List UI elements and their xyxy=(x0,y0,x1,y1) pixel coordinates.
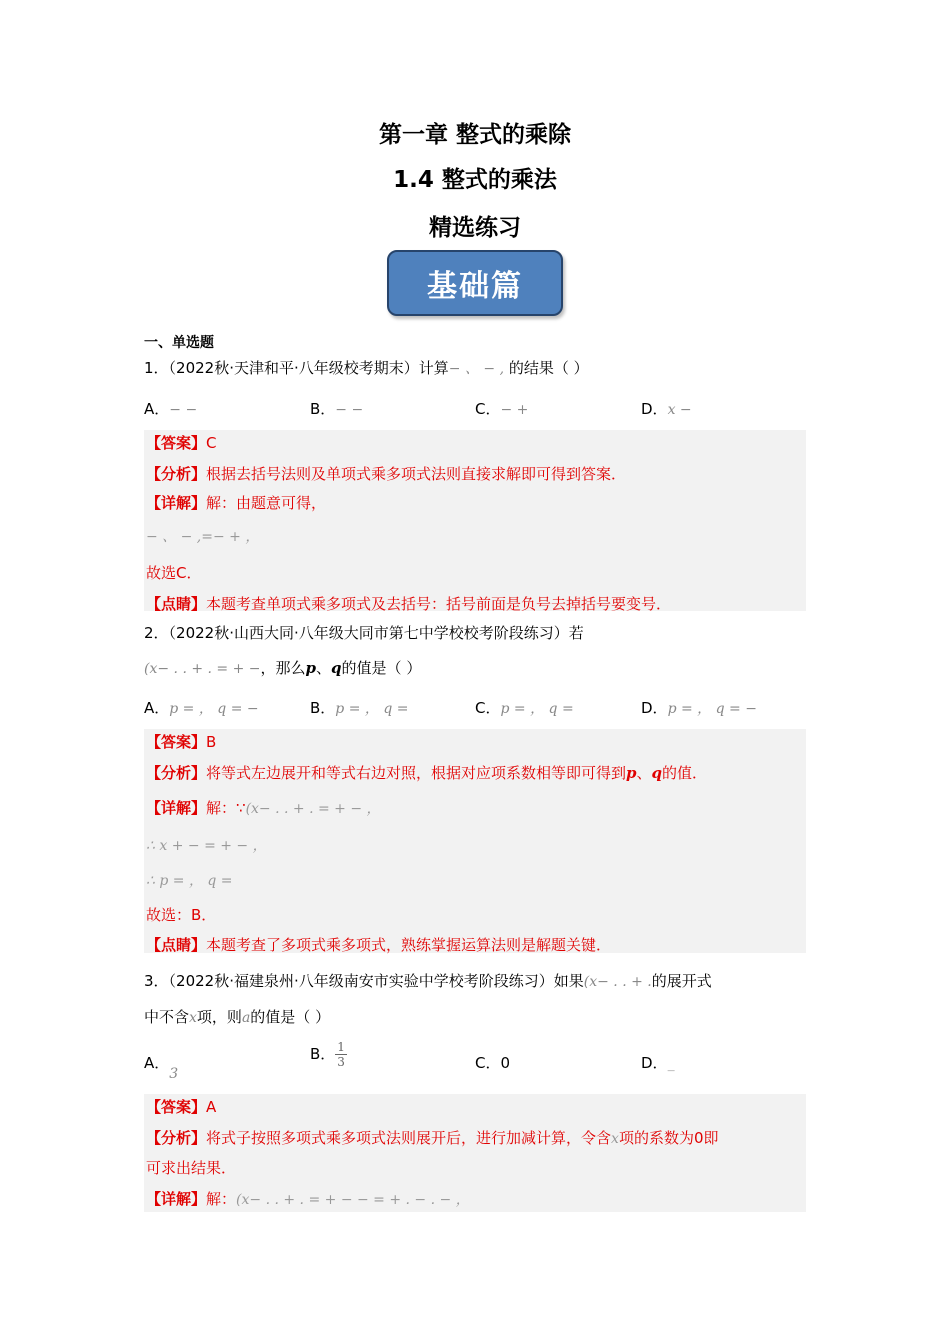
q2-option-b[interactable]: B．p = ， q = xyxy=(310,699,409,717)
question-3-stem-line2: 中不含x项，则a的值是（ ） xyxy=(144,1008,331,1026)
q2-line2: ∴ x + − = + − ， xyxy=(146,838,267,854)
chapter-title: 第一章 整式的乘除 xyxy=(378,122,571,148)
q2-option-d[interactable]: D．p = ， q = − xyxy=(641,699,757,717)
q1-solution-box xyxy=(144,430,806,611)
q3-analysis: 【分析】将式子按照多项式乘多项式法则展开后，进行加减计算，令含x项的系数为0即 xyxy=(146,1129,719,1147)
q2-choose: 故选：B． xyxy=(146,906,217,924)
q2-option-a[interactable]: A．p = ， q = − xyxy=(144,699,259,717)
q2-option-c[interactable]: C．p = ， q = xyxy=(475,699,574,717)
q3-answer: 【答案】A xyxy=(146,1098,217,1116)
fraction-one-third: $\frac{1}{3}$ xyxy=(337,1040,345,1069)
q1-option-d[interactable]: D．x − xyxy=(641,400,692,418)
section-title: 1.4 整式的乘法 xyxy=(393,167,557,193)
subtitle: 精选练习 xyxy=(429,215,521,241)
q2-analysis: 【分析】将等式左边展开和等式右边对照，根据对应项系数相等即可得到p、q的值． xyxy=(146,764,708,782)
q3-detail: 【详解】解：(x− . . + . = + − − = + . − . − ， xyxy=(146,1190,470,1208)
q2-line3: ∴ p = ， q = xyxy=(146,873,233,889)
question-3-stem: 3．（2022秋·福建泉州·八年级南安市实验中学校考阶段练习）如果(x− . . + .的展开式 xyxy=(144,972,712,990)
q1-answer: 【答案】C xyxy=(146,434,217,452)
q1-option-c[interactable]: C．− + xyxy=(475,400,529,418)
q2-detail: 【详解】解：∵(x− . . + . = + − ， xyxy=(146,799,381,817)
q2-answer: 【答案】B xyxy=(146,733,217,751)
q1-option-b[interactable]: B．− − xyxy=(310,400,364,418)
level-badge: 基础篇 xyxy=(387,250,563,316)
section-heading: 一、单选题 xyxy=(144,335,214,351)
question-1-stem: 1．（2022秋·天津和平·八年级校考期末）计算− 、 − , 的结果（ ） xyxy=(144,359,589,377)
q3-option-d[interactable]: D．_ xyxy=(641,1054,675,1072)
q3-option-c[interactable]: C．0 xyxy=(475,1054,511,1072)
q3-solution-box xyxy=(144,1094,806,1212)
q1-comment: 【点睛】本题考查单项式乘多项式及去括号：括号前面是负号去掉括号要变号． xyxy=(146,595,672,613)
q1-option-a[interactable]: A．− − xyxy=(144,400,198,418)
q2-solution-box xyxy=(144,729,806,953)
q3-option-b[interactable]: B． $\frac{1}{3}$ xyxy=(310,1040,345,1069)
q2-comment: 【点睛】本题考查了多项式乘多项式，熟练掌握运算法则是解题关键． xyxy=(146,936,612,954)
q1-detail: 【详解】解：由题意可得， xyxy=(146,494,327,512)
q1-analysis: 【分析】根据去括号法则及单项式乘多项式法则直接求解即可得到答案． xyxy=(146,465,627,483)
question-2-stem-line2: (x− . . + . = + −，那么p、q的值是（ ） xyxy=(144,659,422,677)
question-2-stem: 2．（2022秋·山西大同·八年级大同市第七中学校校考阶段练习）若 xyxy=(144,624,584,642)
q1-choose: 故选C． xyxy=(146,564,202,582)
q3-option-a[interactable]: A．3 xyxy=(144,1054,179,1082)
q3-analysis-line2: 可求出结果． xyxy=(146,1159,237,1177)
q1-detail-math: − 、 − ,=− + ， xyxy=(146,529,260,545)
